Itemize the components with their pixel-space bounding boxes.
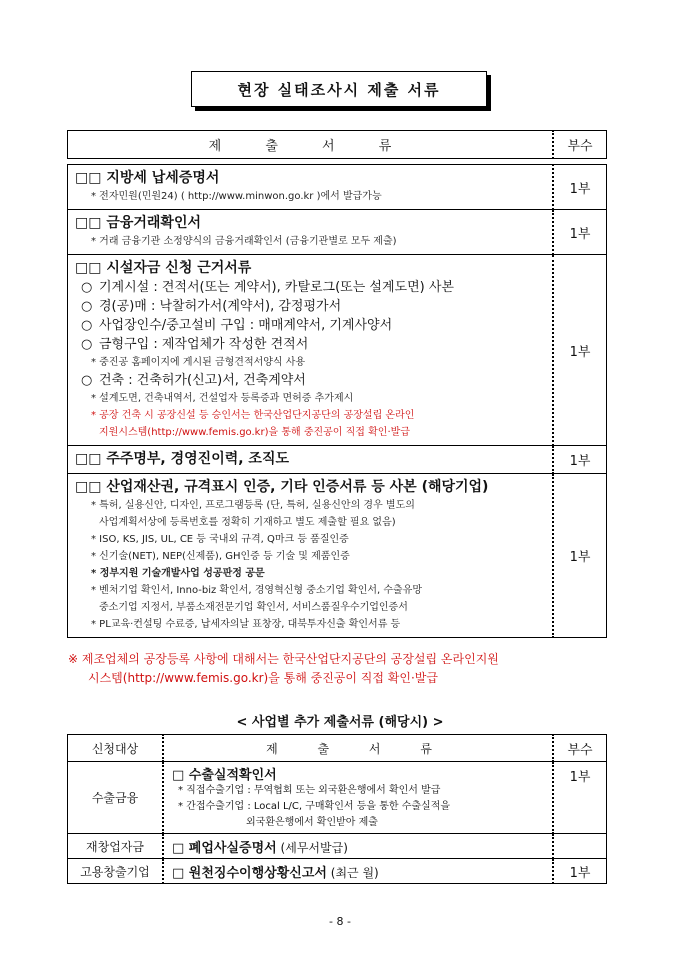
- list-item: ○ 사업장인수/중고설비 구입 : 매매계약서, 기계사양서: [81, 318, 393, 333]
- section-title: □□ 산업재산권, 규격표시 인증, 기타 인증서류 등 사본 (해당기업): [75, 479, 489, 495]
- target-cell: 수출금융: [68, 762, 164, 834]
- additional-docs-table: [67, 734, 607, 884]
- section-note-red: 지원시스템(http://www.femis.go.kr)을 통해 중진공이 직접 확인·발급: [99, 427, 410, 438]
- section-note: * 정부지원 기술개발사업 성공판정 공문: [91, 568, 265, 579]
- table-header-row: [68, 131, 607, 159]
- target-column-header: 신청대상: [68, 735, 164, 762]
- section-title: □□ 주주명부, 경영진이력, 조직도: [75, 451, 290, 467]
- count-cell: 1부: [553, 210, 607, 255]
- count-cell: 1부: [553, 474, 607, 638]
- note-line: ※ 제조업체의 공장등록 사항에 대해서는 한국산업단지공단의 공장설립 온라인지원: [68, 652, 499, 666]
- page-title: 현장 실태조사시 제출 서류: [191, 71, 487, 107]
- section-note-red: * 공장 건축 시 공장신설 등 승인서는 한국산업단지공단의 공장설립 온라인: [91, 410, 415, 421]
- count-cell: 1부: [553, 762, 607, 834]
- table-row: [68, 446, 607, 474]
- section-note: * 거래 금융기관 소정양식의 금융거래확인서 (금융기관별로 모두 제출): [91, 236, 397, 247]
- table-row: [68, 834, 607, 859]
- documents-table: [67, 130, 607, 638]
- section-note: 사업계획서상에 등록번호를 정확히 기재하고 별도 제출할 필요 없음): [99, 517, 396, 528]
- count-cell: 1부: [553, 165, 607, 210]
- doc-detail: 외국환은행에서 확인받아 제출: [246, 817, 378, 828]
- doc-detail: * 간접수출기업 : Local L/C, 구매확인서 등을 통한 수출실적을: [178, 801, 451, 812]
- table-row: [68, 762, 607, 834]
- section-note: * 중진공 홈페이지에 게시된 금형견적서양식 사용: [91, 357, 306, 368]
- section-note: * 신기술(NET), NEP(신제품), GH인증 등 기술 및 제품인증: [91, 551, 350, 562]
- count-column-header: 부수: [553, 735, 607, 762]
- additional-docs-title: < 사업별 추가 제출서류 (해당시) >: [236, 715, 444, 730]
- count-cell: 1부: [553, 859, 607, 884]
- section-title: □□ 지방세 납세증명서: [75, 170, 220, 186]
- list-item: ○ 기계시설 : 견적서(또는 계약서), 카탈로그(또는 설계도면) 사본: [81, 280, 454, 295]
- list-item: ○ 건축 : 건축허가(신고)서, 건축계약서: [81, 373, 306, 388]
- count-column-header: 부수: [553, 131, 607, 159]
- doc-title: □ 원천징수이행상황신고서: [172, 865, 327, 881]
- table-row: [68, 210, 607, 255]
- circle-bullet-icon: ○: [81, 373, 93, 388]
- doc-title: □ 수출실적확인서: [172, 768, 277, 783]
- section-note: * PL교육·컨설팅 수료증, 납세자의날 표창장, 대북투자신출 확인서류 등: [91, 619, 401, 630]
- section-title: □□ 금융거래확인서: [75, 215, 201, 231]
- count-cell: 1부: [553, 446, 607, 474]
- circle-bullet-icon: ○: [81, 318, 93, 333]
- circle-bullet-icon: ○: [81, 299, 93, 314]
- circle-bullet-icon: ○: [81, 280, 93, 295]
- target-cell: 고용창출기업: [68, 859, 164, 884]
- docs-column-header: 제 출 서 류: [163, 735, 553, 762]
- table-header-row: [68, 735, 607, 762]
- doc-detail: * 직접수출기업 : 무역협회 또는 외국환은행에서 확인서 발급: [178, 785, 441, 796]
- target-cell: 재창업자금: [68, 834, 164, 859]
- count-cell: 1부: [553, 255, 607, 446]
- table-row: [68, 255, 607, 446]
- doc-title: □ 폐업사실증명서: [172, 840, 277, 856]
- docs-column-header: 제 출 서 류: [68, 131, 554, 159]
- factory-registration-note: [68, 650, 613, 688]
- list-item: ○ 금형구입 : 제작업체가 작성한 견적서: [81, 337, 309, 352]
- section-note: * ISO, KS, JIS, UL, CE 등 국내외 규격, Q마크 등 품질인증: [91, 534, 349, 545]
- list-item: ○ 경(공)매 : 낙찰허가서(계약서), 감정평가서: [81, 299, 342, 314]
- doc-suffix: (세무서발급): [280, 840, 348, 855]
- section-title: □□ 시설자금 신청 근거서류: [75, 260, 252, 276]
- section-note: 중소기업 지정서, 부품소재전문기업 확인서, 서비스품질우수기업인증서: [99, 602, 408, 613]
- note-line: 시스템(http://www.femis.go.kr)을 통해 중진공이 직접 확인·발급: [88, 671, 438, 685]
- page-number: - 8 -: [329, 915, 351, 928]
- doc-suffix: (최근 월): [330, 865, 379, 880]
- section-note: * 벤처기업 확인서, Inno-biz 확인서, 경영혁신형 중소기업 확인서, 수출유망: [91, 585, 423, 596]
- section-note: * 전자민원(민원24) ( http://www.minwon.go.kr )에서 발급가능: [91, 191, 382, 202]
- section-note: * 설계도면, 건축내역서, 건설업자 등록증과 면허증 추가제시: [91, 393, 354, 404]
- table-row: [68, 474, 607, 638]
- section-note: * 특허, 실용신안, 디자인, 프로그램등록 (단, 특허, 실용신안의 경우 별도의: [91, 500, 415, 511]
- circle-bullet-icon: ○: [81, 337, 93, 352]
- count-cell: [553, 834, 607, 859]
- table-row: [68, 859, 607, 884]
- table-row: [68, 165, 607, 210]
